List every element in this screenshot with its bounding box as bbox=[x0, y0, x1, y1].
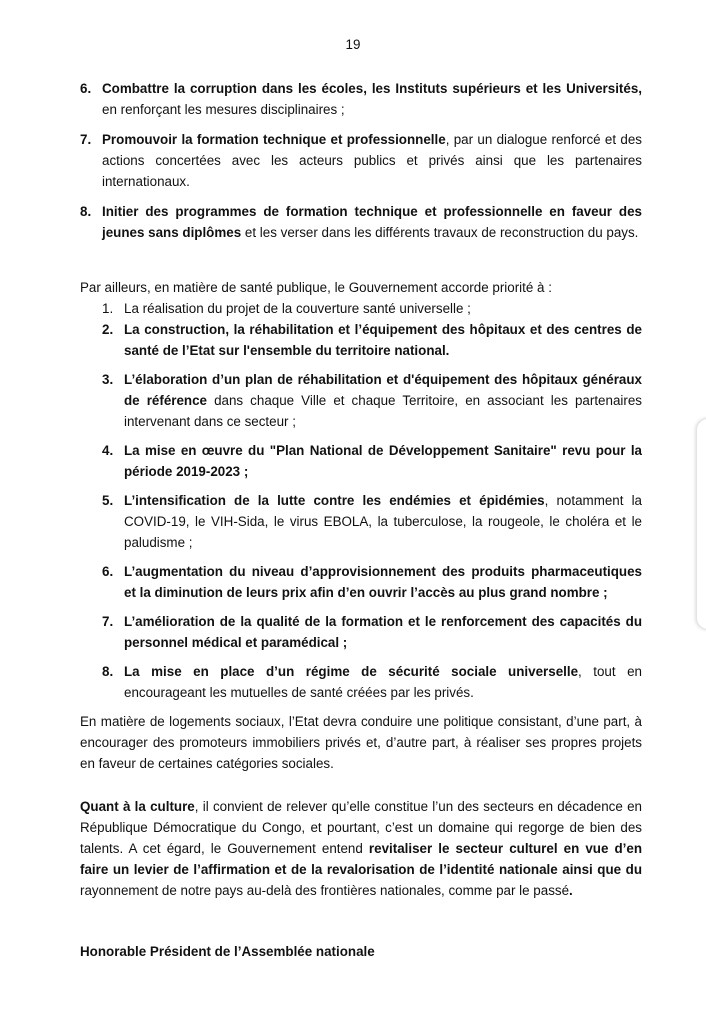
list-item bbox=[80, 298, 642, 319]
item-text: en renforçant les mesures disciplinaires ; bbox=[102, 102, 345, 117]
item-bold-text: L’augmentation du niveau d’approvisionnement des produits pharmaceutiques et la diminution de leurs prix afin d’en ouvrir l’accès au plus grand nombre ; bbox=[124, 564, 642, 600]
item-number: 8. bbox=[102, 664, 114, 679]
education-priorities-list bbox=[80, 78, 642, 243]
list-item bbox=[80, 369, 642, 432]
item-text: , tout en encourageant les mutuelles de santé créées par les privés. bbox=[124, 664, 642, 700]
document-body bbox=[80, 78, 642, 962]
side-scroll-handle[interactable] bbox=[696, 418, 706, 630]
list-item bbox=[80, 661, 642, 703]
item-bold-text: Promouvoir la formation technique et professionnelle bbox=[102, 132, 446, 147]
culture-period: . bbox=[569, 883, 573, 898]
list-item bbox=[80, 319, 642, 361]
health-intro-paragraph: Par ailleurs, en matière de santé publique, le Gouvernement accorde priorité à : bbox=[80, 280, 552, 295]
item-bold-text: La mise en place d’un régime de sécurité sociale universelle bbox=[124, 664, 579, 679]
closing-address: Honorable Président de l’Assemblée nationale bbox=[80, 944, 375, 959]
item-number: 1. bbox=[102, 301, 114, 316]
culture-text-end: rayonnement de notre pays au-delà des frontières nationales, comme par le passé bbox=[80, 883, 570, 898]
item-number: 5. bbox=[102, 493, 114, 508]
item-number: 7. bbox=[80, 132, 92, 147]
item-bold-text: La mise en œuvre du "Plan National de Développement Sanitaire" revu pour la période 2019-2023 ; bbox=[124, 443, 642, 479]
culture-paragraph bbox=[80, 796, 642, 901]
item-bold-text: Initier des programmes de formation technique et professionnelle en faveur des jeunes sans diplômes bbox=[102, 204, 642, 240]
item-number: 2. bbox=[102, 322, 114, 337]
item-number: 4. bbox=[102, 443, 114, 458]
item-number: 6. bbox=[102, 564, 114, 579]
culture-emphasis: revitaliser le secteur culturel en vue d’en faire un levier de l’affirmation et de la revalorisation de l’identité nationale ainsi que du bbox=[80, 841, 642, 877]
list-item bbox=[80, 490, 642, 553]
item-number: 6. bbox=[80, 81, 92, 96]
housing-paragraph: En matière de logements sociaux, l’Etat devra conduire une politique consistant, d’une part, à encourager des promoteurs immobiliers privés et, d’autre part, à réaliser ses propres projets en faveur de certaines catégories sociales. bbox=[80, 714, 642, 771]
item-bold-text: L’intensification de la lutte contre les endémies et épidémies bbox=[124, 493, 545, 508]
health-priorities-list bbox=[80, 298, 642, 703]
list-item bbox=[80, 78, 642, 120]
item-text: , notamment la COVID-19, le VIH-Sida, le virus EBOLA, la tuberculose, la rougeole, le choléra et le paludisme ; bbox=[124, 493, 643, 550]
list-item bbox=[80, 201, 642, 243]
item-bold-text: Combattre la corruption dans les écoles, les Instituts supérieurs et les Universités, bbox=[102, 81, 642, 96]
item-text: et les verser dans les différents travaux de reconstruction du pays. bbox=[241, 225, 639, 240]
list-item bbox=[80, 440, 642, 482]
item-number: 3. bbox=[102, 372, 114, 387]
item-number: 8. bbox=[80, 204, 92, 219]
item-bold-text: La construction, la réhabilitation et l’équipement des hôpitaux et des centres de santé de l’Etat sur l'ensemble du territoire national. bbox=[124, 322, 642, 358]
item-bold-text: L’amélioration de la qualité de la formation et le renforcement des capacités du personnel médical et paramédical ; bbox=[124, 614, 642, 650]
item-bold-text: L’élaboration d’un plan de réhabilitation et d'équipement des hôpitaux généraux de référence bbox=[124, 372, 642, 408]
list-item bbox=[80, 611, 642, 653]
list-item bbox=[80, 561, 642, 603]
page-number: 19 bbox=[345, 37, 361, 52]
item-text: , par un dialogue renforcé et des actions concertées avec les acteurs publics et privés ainsi que les partenaires internationaux. bbox=[102, 132, 642, 189]
culture-text: , il convient de relever qu’elle constitue l’un des secteurs en décadence en République Démocratique du Congo, et pourtant, c’est un domaine qui regorge de bien des talents. A cet égard, le Gouvernement entend bbox=[80, 799, 642, 856]
item-text: dans chaque Ville et chaque Territoire, en associant les partenaires intervenant dans ce secteur ; bbox=[124, 393, 642, 429]
item-number: 7. bbox=[102, 614, 114, 629]
culture-lead: Quant à la culture bbox=[80, 799, 195, 814]
item-text: La réalisation du projet de la couverture santé universelle ; bbox=[124, 301, 471, 316]
list-item bbox=[80, 129, 642, 192]
